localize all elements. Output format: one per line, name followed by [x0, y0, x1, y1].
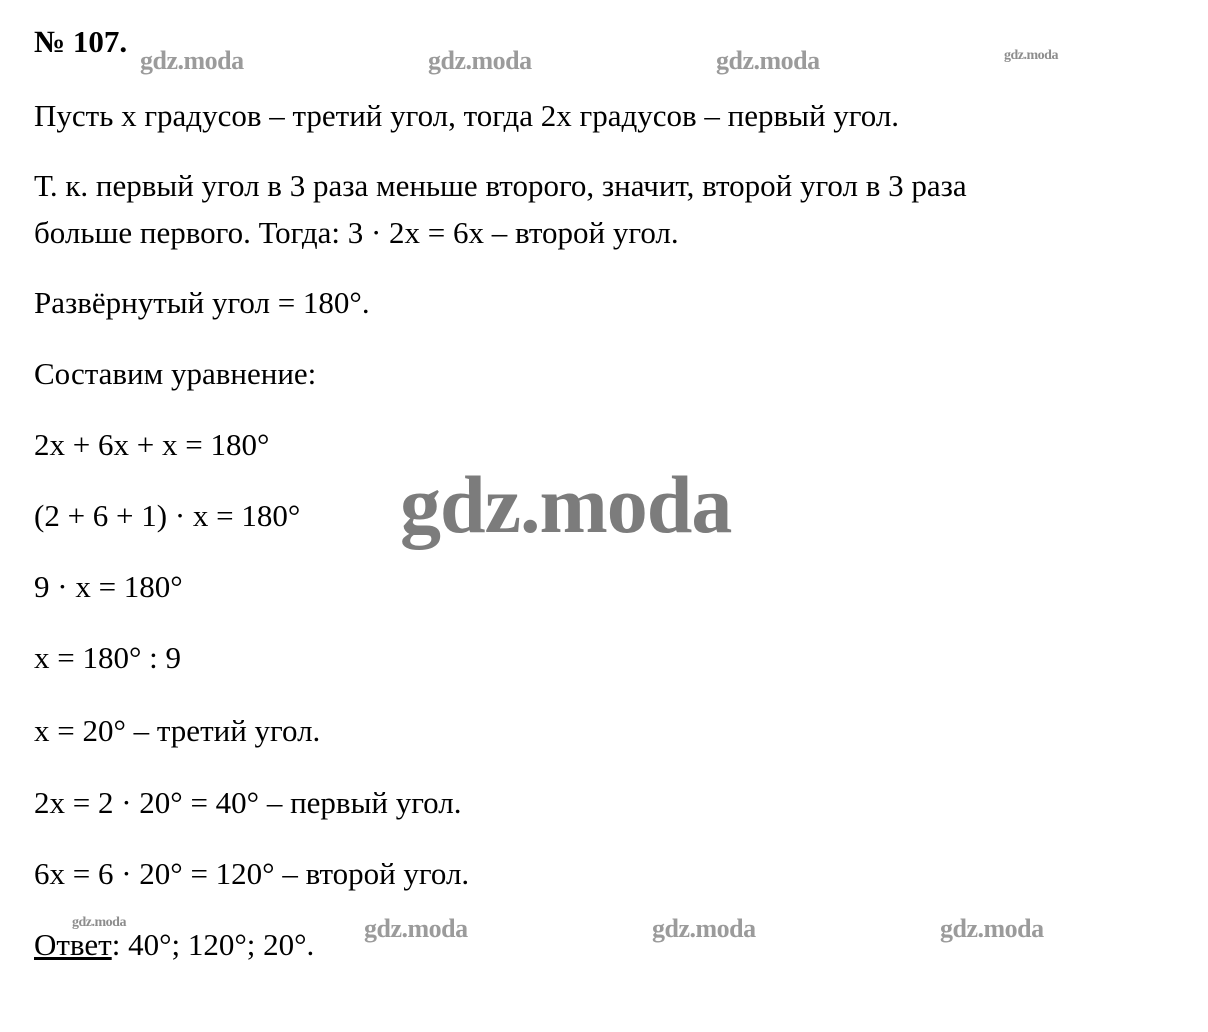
equation-line: 2x = 2 · 20° = 40° – первый угол. [34, 785, 462, 820]
problem-number: № 107. [34, 24, 128, 59]
watermark-text: gdz.moda [428, 46, 532, 75]
watermark-text: gdz.moda [940, 914, 1044, 943]
solution-line: Развёрнутый угол = 180°. [34, 285, 370, 320]
watermark-text: gdz.moda [140, 46, 244, 75]
watermark-text: gdz.moda [400, 459, 732, 550]
equation-line: 2x + 6x + x = 180° [34, 427, 270, 462]
equation-line: x = 20° – третий угол. [34, 713, 321, 748]
equation-line: x = 180° : 9 [34, 640, 181, 675]
watermark-text: gdz.moda [652, 914, 756, 943]
watermark-text: gdz.moda [1004, 48, 1058, 63]
watermark-text: gdz.moda [716, 46, 820, 75]
equation-line: (2 + 6 + 1) · x = 180° [34, 498, 301, 533]
watermark-text: gdz.moda [364, 914, 468, 943]
watermark-text: gdz.moda [72, 915, 126, 930]
equation-line: 6x = 6 · 20° = 120° – второй угол. [34, 856, 470, 891]
solution-line: Составим уравнение: [34, 356, 317, 391]
solution-line: больше первого. Тогда: 3 · 2x = 6x – второй угол. [34, 215, 679, 250]
solution-line: Т. к. первый угол в 3 раза меньше второго, значит, второй угол в 3 раза [34, 168, 967, 203]
answer-text: : 40°; 120°; 20°. [111, 927, 315, 962]
answer-label: Ответ [34, 927, 112, 962]
solution-line: Пусть x градусов – третий угол, тогда 2x градусов – первый угол. [34, 98, 900, 133]
equation-line: 9 · x = 180° [34, 569, 183, 604]
